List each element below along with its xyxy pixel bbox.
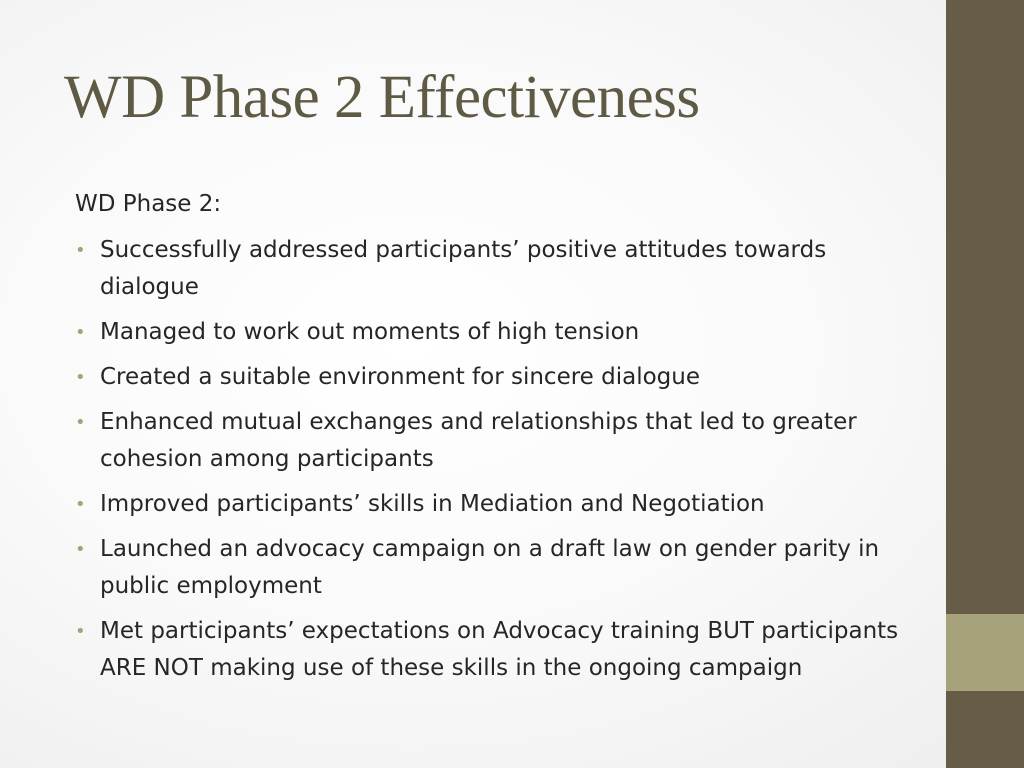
bullet-dot-icon: • bbox=[75, 412, 86, 433]
bullet-text: Improved participants’ skills in Mediation and Negotiation bbox=[100, 491, 765, 517]
bullet-text: Created a suitable environment for sincere dialogue bbox=[100, 364, 701, 390]
bullet-text: Met participants’ expectations on Advocacy training BUT participants ARE NOT making use of these skills in the ongoing campaign bbox=[100, 618, 899, 681]
bullet-text: Managed to work out moments of high tension bbox=[100, 319, 640, 345]
bullet-list bbox=[75, 232, 915, 687]
bullet-item bbox=[75, 232, 915, 306]
bullet-item bbox=[75, 486, 915, 523]
bullet-dot-icon: • bbox=[75, 621, 86, 642]
bullet-text: Enhanced mutual exchanges and relationships that led to greater cohesion among participants bbox=[100, 409, 857, 472]
bullet-item bbox=[75, 404, 915, 478]
bullet-dot-icon: • bbox=[75, 494, 86, 515]
content-lead: WD Phase 2: bbox=[75, 191, 222, 217]
bullet-dot-icon: • bbox=[75, 367, 86, 388]
bullet-item bbox=[75, 613, 915, 687]
slide-content bbox=[75, 186, 915, 695]
bullet-item bbox=[75, 531, 915, 605]
bullet-item bbox=[75, 314, 915, 351]
sidebar-accent-block bbox=[946, 614, 1024, 691]
slide-title: WD Phase 2 Effectiveness bbox=[64, 64, 700, 131]
bullet-item bbox=[75, 359, 915, 396]
bullet-text: Successfully addressed participants’ positive attitudes towards dialogue bbox=[100, 237, 827, 300]
bullet-dot-icon: • bbox=[75, 240, 86, 261]
bullet-dot-icon: • bbox=[75, 539, 86, 560]
bullet-dot-icon: • bbox=[75, 322, 86, 343]
bullet-text: Launched an advocacy campaign on a draft law on gender parity in public employment bbox=[100, 536, 880, 599]
